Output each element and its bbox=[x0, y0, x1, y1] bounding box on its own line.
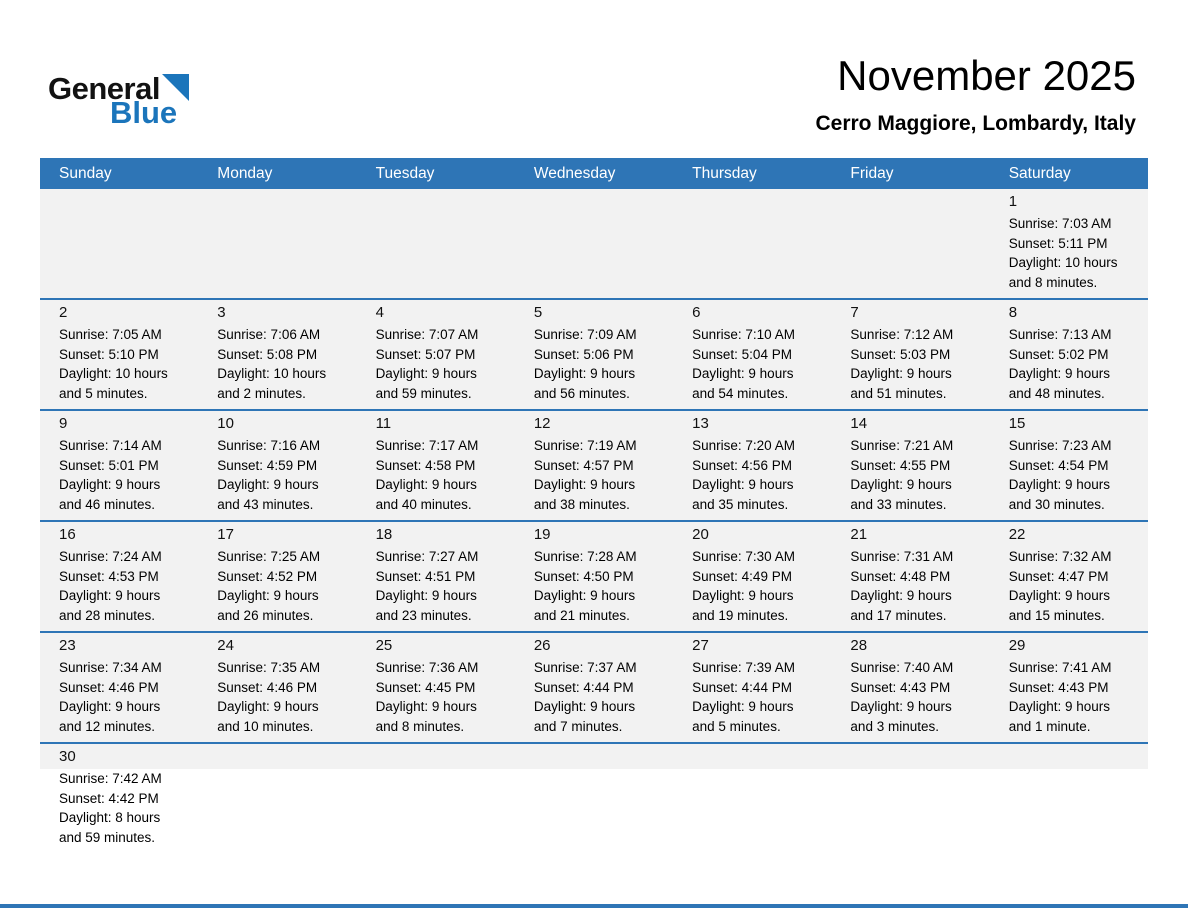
daylight-text: and 7 minutes. bbox=[533, 718, 623, 734]
sunrise-text: Sunrise: 7:32 AM bbox=[1008, 549, 1112, 564]
sunrise-text: Sunrise: 7:41 AM bbox=[1008, 660, 1112, 675]
sunrise-text: Sunrise: 7:36 AM bbox=[375, 660, 479, 675]
day-number: 9 bbox=[59, 415, 68, 432]
sunset-text: Sunset: 4:57 PM bbox=[533, 457, 634, 473]
daylight-text: and 3 minutes. bbox=[850, 718, 939, 734]
weekday-label-sunday: Sunday bbox=[59, 164, 112, 182]
day-number: 11 bbox=[375, 415, 392, 432]
daylight-text: Daylight: 9 hours bbox=[59, 588, 161, 603]
daylight-text: Daylight: 9 hours bbox=[692, 477, 794, 492]
sunrise-text: Sunrise: 7:35 AM bbox=[217, 660, 321, 675]
sunset-text: Sunset: 4:58 PM bbox=[375, 457, 476, 473]
weekday-label-monday: Monday bbox=[217, 164, 273, 182]
sunset-text: Sunset: 4:45 PM bbox=[375, 679, 476, 695]
daylight-text: Daylight: 9 hours bbox=[1008, 477, 1111, 492]
weekday-label-wednesday: Wednesday bbox=[533, 164, 616, 182]
empty-day-cell bbox=[357, 744, 515, 853]
location-subtitle: Cerro Maggiore, Lombardy, Italy bbox=[815, 112, 1136, 135]
sunset-text: Sunset: 4:59 PM bbox=[217, 457, 318, 473]
week-row-6 bbox=[40, 742, 1148, 853]
sunrise-text: Sunrise: 7:12 AM bbox=[850, 327, 954, 342]
sunset-text: Sunset: 4:56 PM bbox=[692, 457, 792, 473]
week-row-1 bbox=[40, 189, 1148, 298]
sunrise-text: Sunrise: 7:31 AM bbox=[850, 549, 954, 564]
sunset-text: Sunset: 4:47 PM bbox=[1008, 568, 1109, 584]
sunrise-text: Sunrise: 7:17 AM bbox=[375, 438, 479, 453]
day-cell-12 bbox=[515, 411, 673, 520]
day-cell-7 bbox=[831, 300, 989, 409]
empty-day-cell bbox=[515, 744, 673, 853]
day-number: 22 bbox=[1008, 526, 1026, 543]
daylight-text: Daylight: 9 hours bbox=[375, 588, 477, 603]
day-number: 5 bbox=[533, 304, 543, 321]
daylight-text: Daylight: 9 hours bbox=[375, 699, 477, 714]
day-number: 13 bbox=[692, 415, 709, 432]
sunrise-text: Sunrise: 7:20 AM bbox=[692, 438, 795, 453]
daylight-text: and 23 minutes. bbox=[375, 607, 472, 623]
empty-day-cell bbox=[831, 189, 989, 298]
daylight-text: Daylight: 9 hours bbox=[692, 366, 794, 381]
day-number: 19 bbox=[533, 526, 551, 543]
week-row-3 bbox=[40, 409, 1148, 520]
day-number: 8 bbox=[1008, 304, 1018, 321]
daylight-text: Daylight: 9 hours bbox=[375, 366, 477, 381]
day-number: 29 bbox=[1008, 637, 1026, 654]
sunset-text: Sunset: 5:03 PM bbox=[850, 346, 951, 362]
weekday-label-saturday: Saturday bbox=[1008, 164, 1071, 182]
empty-day-cell bbox=[673, 189, 831, 298]
daylight-text: and 8 minutes. bbox=[1008, 274, 1098, 290]
sunset-text: Sunset: 4:48 PM bbox=[850, 568, 951, 584]
sunset-text: Sunset: 4:50 PM bbox=[533, 568, 634, 584]
daylight-text: Daylight: 9 hours bbox=[217, 699, 319, 714]
daylight-text: and 8 minutes. bbox=[375, 718, 465, 734]
daylight-text: and 51 minutes. bbox=[850, 385, 947, 401]
empty-day-cell bbox=[515, 189, 673, 298]
day-number: 4 bbox=[375, 304, 384, 321]
daylight-text: and 59 minutes. bbox=[59, 829, 156, 845]
day-number: 15 bbox=[1008, 415, 1026, 432]
sunrise-text: Sunrise: 7:39 AM bbox=[692, 660, 795, 675]
sunset-text: Sunset: 4:43 PM bbox=[1008, 679, 1109, 695]
day-number: 3 bbox=[217, 304, 226, 321]
day-cell-28 bbox=[831, 633, 989, 742]
weekday-label-thursday: Thursday bbox=[692, 164, 757, 182]
daylight-text: and 19 minutes. bbox=[692, 607, 789, 623]
daylight-text: Daylight: 9 hours bbox=[850, 699, 952, 714]
day-cell-21 bbox=[831, 522, 989, 631]
daylight-text: and 43 minutes. bbox=[217, 496, 314, 512]
sunrise-text: Sunrise: 7:07 AM bbox=[375, 327, 479, 342]
day-number: 2 bbox=[59, 304, 68, 321]
sunset-text: Sunset: 5:10 PM bbox=[59, 346, 159, 362]
daylight-text: and 59 minutes. bbox=[375, 385, 472, 401]
daylight-text: and 33 minutes. bbox=[850, 496, 947, 512]
sunset-text: Sunset: 4:53 PM bbox=[59, 568, 159, 584]
sunrise-text: Sunrise: 7:03 AM bbox=[1008, 216, 1112, 231]
day-number: 6 bbox=[692, 304, 701, 321]
sunset-text: Sunset: 4:43 PM bbox=[850, 679, 951, 695]
daylight-text: Daylight: 8 hours bbox=[59, 810, 161, 825]
empty-day-cell bbox=[198, 744, 356, 853]
daylight-text: and 30 minutes. bbox=[1008, 496, 1105, 512]
sunset-text: Sunset: 5:04 PM bbox=[692, 346, 792, 362]
sunrise-text: Sunrise: 7:40 AM bbox=[850, 660, 954, 675]
sunset-text: Sunset: 4:46 PM bbox=[59, 679, 159, 695]
week-row-4 bbox=[40, 520, 1148, 631]
sunset-text: Sunset: 4:52 PM bbox=[217, 568, 318, 584]
day-cell-6 bbox=[673, 300, 831, 409]
empty-day-cell bbox=[673, 744, 831, 853]
daylight-text: Daylight: 9 hours bbox=[1008, 588, 1111, 603]
day-cell-3 bbox=[198, 300, 356, 409]
day-number: 14 bbox=[850, 415, 868, 432]
day-cell-23 bbox=[40, 633, 198, 742]
daylight-text: Daylight: 9 hours bbox=[533, 699, 636, 714]
daylight-text: and 21 minutes. bbox=[533, 607, 630, 623]
day-number: 16 bbox=[59, 526, 76, 543]
sunset-text: Sunset: 5:01 PM bbox=[59, 457, 159, 473]
weekday-header-row bbox=[40, 158, 1148, 189]
weekday-label-tuesday: Tuesday bbox=[375, 164, 435, 182]
day-cell-4 bbox=[357, 300, 515, 409]
daylight-text: and 28 minutes. bbox=[59, 607, 156, 623]
daylight-text: Daylight: 9 hours bbox=[1008, 366, 1111, 381]
sunrise-text: Sunrise: 7:13 AM bbox=[1008, 327, 1112, 342]
day-cell-17 bbox=[198, 522, 356, 631]
day-cell-26 bbox=[515, 633, 673, 742]
daylight-text: and 46 minutes. bbox=[59, 496, 156, 512]
day-cell-30 bbox=[40, 744, 198, 853]
daylight-text: and 56 minutes. bbox=[533, 385, 630, 401]
week-row-2 bbox=[40, 298, 1148, 409]
sunset-text: Sunset: 4:46 PM bbox=[217, 679, 318, 695]
daylight-text: Daylight: 9 hours bbox=[850, 588, 952, 603]
daylight-text: and 40 minutes. bbox=[375, 496, 472, 512]
day-cell-13 bbox=[673, 411, 831, 520]
empty-day-cell bbox=[990, 744, 1148, 853]
empty-day-cell bbox=[198, 189, 356, 298]
weekday-label-friday: Friday bbox=[850, 164, 894, 182]
day-cell-11 bbox=[357, 411, 515, 520]
daylight-text: Daylight: 9 hours bbox=[59, 477, 161, 492]
title-block bbox=[815, 52, 1136, 136]
day-number: 7 bbox=[850, 304, 859, 321]
sunrise-text: Sunrise: 7:23 AM bbox=[1008, 438, 1112, 453]
daylight-text: Daylight: 9 hours bbox=[217, 477, 319, 492]
sunrise-text: Sunrise: 7:24 AM bbox=[59, 549, 162, 564]
day-cell-15 bbox=[990, 411, 1148, 520]
daylight-text: Daylight: 10 hours bbox=[1008, 255, 1118, 270]
sunrise-text: Sunrise: 7:30 AM bbox=[692, 549, 795, 564]
day-cell-5 bbox=[515, 300, 673, 409]
day-number: 30 bbox=[59, 748, 76, 765]
sunset-text: Sunset: 5:02 PM bbox=[1008, 346, 1109, 362]
sunrise-text: Sunrise: 7:21 AM bbox=[850, 438, 954, 453]
daylight-text: and 48 minutes. bbox=[1008, 385, 1105, 401]
day-cell-29 bbox=[990, 633, 1148, 742]
sunrise-text: Sunrise: 7:06 AM bbox=[217, 327, 321, 342]
daylight-text: and 12 minutes. bbox=[59, 718, 156, 734]
sunrise-text: Sunrise: 7:05 AM bbox=[59, 327, 162, 342]
sunset-text: Sunset: 4:55 PM bbox=[850, 457, 951, 473]
sunrise-text: Sunrise: 7:09 AM bbox=[533, 327, 637, 342]
sunrise-text: Sunrise: 7:27 AM bbox=[375, 549, 479, 564]
day-cell-25 bbox=[357, 633, 515, 742]
daylight-text: and 5 minutes. bbox=[692, 718, 781, 734]
sunset-text: Sunset: 4:49 PM bbox=[692, 568, 792, 584]
day-cell-20 bbox=[673, 522, 831, 631]
day-number: 25 bbox=[375, 637, 393, 654]
daylight-text: Daylight: 10 hours bbox=[59, 366, 168, 381]
daylight-text: and 1 minute. bbox=[1008, 718, 1091, 734]
daylight-text: Daylight: 9 hours bbox=[850, 477, 952, 492]
sunrise-text: Sunrise: 7:16 AM bbox=[217, 438, 321, 453]
daylight-text: and 15 minutes. bbox=[1008, 607, 1105, 623]
sunrise-text: Sunrise: 7:34 AM bbox=[59, 660, 162, 675]
sunrise-text: Sunrise: 7:19 AM bbox=[533, 438, 637, 453]
day-number: 10 bbox=[217, 415, 234, 432]
sunrise-text: Sunrise: 7:25 AM bbox=[217, 549, 321, 564]
sunset-text: Sunset: 4:44 PM bbox=[692, 679, 792, 695]
week-row-5 bbox=[40, 631, 1148, 742]
daylight-text: Daylight: 9 hours bbox=[217, 588, 319, 603]
sunrise-text: Sunrise: 7:37 AM bbox=[533, 660, 637, 675]
day-number: 18 bbox=[375, 526, 393, 543]
daylight-text: Daylight: 9 hours bbox=[59, 699, 161, 714]
sunrise-text: Sunrise: 7:28 AM bbox=[533, 549, 637, 564]
day-cell-16 bbox=[40, 522, 198, 631]
day-cell-18 bbox=[357, 522, 515, 631]
day-cell-14 bbox=[831, 411, 989, 520]
day-cell-9 bbox=[40, 411, 198, 520]
calendar-grid bbox=[40, 189, 1148, 853]
daylight-text: Daylight: 9 hours bbox=[1008, 699, 1111, 714]
sunrise-text: Sunrise: 7:42 AM bbox=[59, 771, 162, 786]
sunset-text: Sunset: 4:51 PM bbox=[375, 568, 476, 584]
day-number: 20 bbox=[692, 526, 709, 543]
sunset-text: Sunset: 4:44 PM bbox=[533, 679, 634, 695]
daylight-text: and 2 minutes. bbox=[217, 385, 306, 401]
sunrise-text: Sunrise: 7:14 AM bbox=[59, 438, 162, 453]
calendar-table bbox=[40, 158, 1148, 853]
empty-day-cell bbox=[831, 744, 989, 853]
daylight-text: Daylight: 9 hours bbox=[533, 588, 636, 603]
daylight-text: Daylight: 10 hours bbox=[217, 366, 327, 381]
month-title: November 2025 bbox=[837, 52, 1136, 99]
day-number: 21 bbox=[850, 526, 868, 543]
sunset-text: Sunset: 5:07 PM bbox=[375, 346, 476, 362]
day-cell-2 bbox=[40, 300, 198, 409]
daylight-text: Daylight: 9 hours bbox=[692, 588, 794, 603]
daylight-text: Daylight: 9 hours bbox=[533, 366, 636, 381]
sunset-text: Sunset: 4:54 PM bbox=[1008, 457, 1109, 473]
day-cell-22 bbox=[990, 522, 1148, 631]
day-number: 26 bbox=[533, 637, 551, 654]
bottom-rule bbox=[0, 904, 1188, 908]
daylight-text: Daylight: 9 hours bbox=[533, 477, 636, 492]
sunset-text: Sunset: 5:08 PM bbox=[217, 346, 318, 362]
sunset-text: Sunset: 5:06 PM bbox=[533, 346, 634, 362]
day-number: 23 bbox=[59, 637, 76, 654]
day-cell-10 bbox=[198, 411, 356, 520]
daylight-text: Daylight: 9 hours bbox=[850, 366, 952, 381]
daylight-text: and 5 minutes. bbox=[59, 385, 148, 401]
empty-day-cell bbox=[357, 189, 515, 298]
day-cell-24 bbox=[198, 633, 356, 742]
day-number: 28 bbox=[850, 637, 868, 654]
daylight-text: and 26 minutes. bbox=[217, 607, 314, 623]
day-cell-1 bbox=[990, 189, 1148, 298]
logo-text-blue: Blue bbox=[110, 95, 178, 130]
day-number: 17 bbox=[217, 526, 234, 543]
day-cell-8 bbox=[990, 300, 1148, 409]
sunset-text: Sunset: 4:42 PM bbox=[59, 790, 159, 806]
daylight-text: and 54 minutes. bbox=[692, 385, 789, 401]
day-number: 1 bbox=[1008, 193, 1018, 210]
daylight-text: Daylight: 9 hours bbox=[692, 699, 794, 714]
daylight-text: and 10 minutes. bbox=[217, 718, 314, 734]
day-number: 24 bbox=[217, 637, 234, 654]
logo-text-general: General bbox=[48, 71, 160, 106]
daylight-text: and 38 minutes. bbox=[533, 496, 630, 512]
daylight-text: Daylight: 9 hours bbox=[375, 477, 477, 492]
sunset-text: Sunset: 5:11 PM bbox=[1008, 235, 1108, 251]
day-number: 12 bbox=[533, 415, 551, 432]
day-number: 27 bbox=[692, 637, 709, 654]
sunrise-text: Sunrise: 7:10 AM bbox=[692, 327, 795, 342]
day-cell-19 bbox=[515, 522, 673, 631]
daylight-text: and 35 minutes. bbox=[692, 496, 789, 512]
empty-day-cell bbox=[40, 189, 198, 298]
day-cell-27 bbox=[673, 633, 831, 742]
daylight-text: and 17 minutes. bbox=[850, 607, 947, 623]
general-blue-logo bbox=[48, 71, 189, 130]
